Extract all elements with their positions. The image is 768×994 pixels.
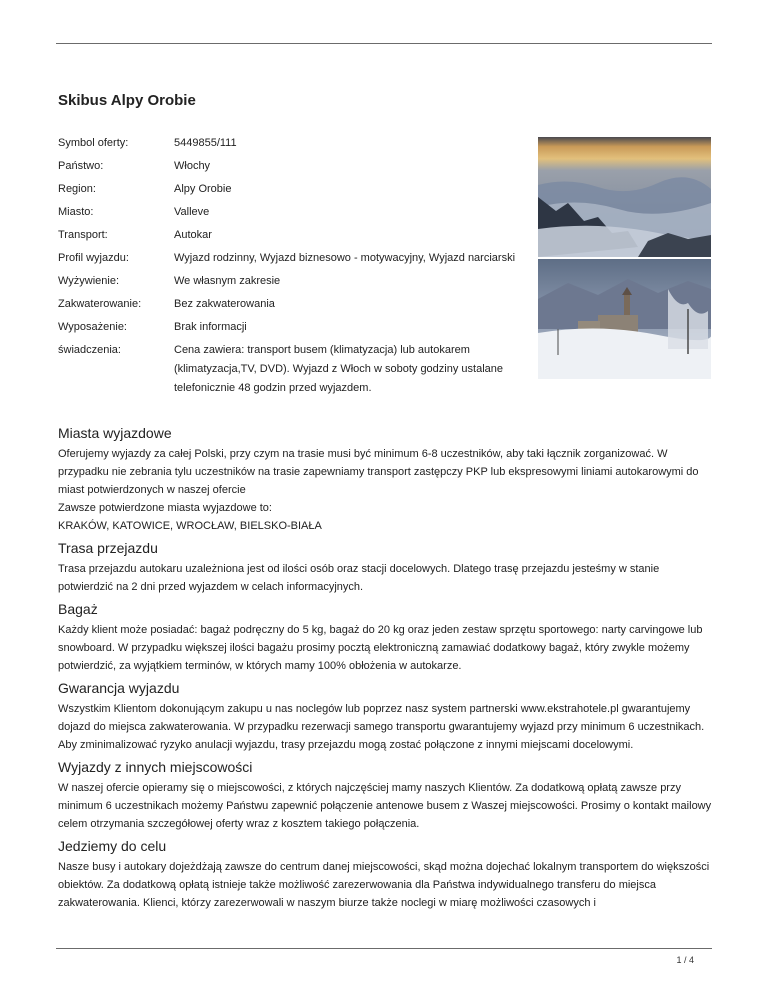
info-value: 5449855/111 bbox=[174, 137, 237, 149]
info-row bbox=[58, 341, 530, 398]
section-paragraph: W naszej ofercie opieramy się o miejscowości, z których najczęściej mamy naszych Klientów. Za dodatkową opłatą zawsze przy minimum 6 uczestnikach możemy Państwu zapewnić połączenie antenowe busem z Waszej miejscowości. Prosimy o kontakt mailowy celem otrzymania szczegółowej oferty wraz z kosztem takiego połączenia. bbox=[58, 782, 712, 830]
info-value: Valleve bbox=[174, 206, 210, 218]
info-value: Cena zawiera: transport busem (klimatyzacja) lub autokarem (klimatyzacja,TV, DVD). Wyjazd z Włoch w soboty godziny ustalane telefonicznie 48 godzin przed wyjazdem. bbox=[174, 344, 504, 394]
info-label: Państwo: bbox=[58, 160, 104, 172]
section bbox=[58, 679, 716, 754]
offer-details bbox=[58, 134, 530, 402]
info-label: Wyżywienie: bbox=[58, 275, 120, 287]
header-rule bbox=[56, 43, 712, 44]
info-row bbox=[58, 134, 530, 153]
section-paragraph: KRAKÓW, KATOWICE, WROCŁAW, BIELSKO-BIAŁA bbox=[58, 520, 322, 532]
info-value: Alpy Orobie bbox=[174, 183, 232, 195]
section bbox=[58, 758, 716, 833]
info-label: Zakwaterowanie: bbox=[58, 298, 142, 310]
section-paragraph: Wszystkim Klientom dokonującym zakupu u nas noclegów lub poprzez nasz system partnerski www.ekstrahotele.pl gwarantujemy dojazd do miejsca zakwaterowania. W przypadku rezerwacji samego transportu gwarantujemy wyjazd przy minimum 6 uczestnikach. Aby zminimalizować ryzyko anulacji wyjazdu, trasy przejazdu mogą zostać połączone z innymi miejscami docelowymi. bbox=[58, 703, 705, 751]
info-value: Autokar bbox=[174, 229, 212, 241]
section-heading: Gwarancja wyjazdu bbox=[58, 680, 180, 696]
section-heading: Bagaż bbox=[58, 601, 98, 617]
section-paragraph: Trasa przejazdu autokaru uzależniona jest od ilości osób oraz stacji docelowych. Dlatego trasę przejazdu jesteśmy w stanie potwierdzić na 2 dni przed wyjazdem w celach informacyjnych. bbox=[58, 563, 660, 593]
page-title: Skibus Alpy Orobie bbox=[58, 92, 196, 109]
info-row bbox=[58, 203, 530, 222]
info-row bbox=[58, 249, 530, 268]
section-paragraph: Oferujemy wyjazdy za całej Polski, przy czym na trasie musi być minimum 6-8 uczestników, aby taki łącznik zorganizować. W przypadku nie zebrania tylu uczestników na trasie zapewniamy transport zastępczy PKP lub ekspresowymi liniami autokarowymi do miast potwierdzonych w naszej ofercie bbox=[58, 448, 699, 496]
offer-sections bbox=[58, 424, 716, 916]
section-heading: Trasa przejazdu bbox=[58, 540, 158, 556]
section bbox=[58, 539, 716, 596]
info-row bbox=[58, 157, 530, 176]
section bbox=[58, 837, 716, 912]
section-heading: Wyjazdy z innych miejscowości bbox=[58, 759, 253, 775]
info-value: Włochy bbox=[174, 160, 211, 172]
mountain-fog-photo bbox=[538, 137, 711, 257]
section-paragraph: Nasze busy i autokary dojeżdżają zawsze do centrum danej miejscowości, skąd można dojechać lokalnym transportem do większości obiektów. Za dodatkową opłatą istnieje także możliwość zarezerwowania dla Państwa indywidualnego transferu do miejsca zakwaterowania. Klienci, którzy zarezerwowali w naszym biurze także noclegi w miarę możliwości czasowych i bbox=[58, 861, 710, 909]
section-paragraph: Każdy klient może posiadać: bagaż podręczny do 5 kg, bagaż do 20 kg oraz jeden zestaw sprzętu sportowego: narty carvingowe lub snowboard. W przypadku większej ilości bagażu prosimy pocztą elektroniczną zamawiać dodatkowy bagaż, który zwykle możemy potwierdzić, za wyjątkiem terminów, w których mamy 100% obłożenia w autokarze. bbox=[58, 624, 703, 672]
info-label: Wyposażenie: bbox=[58, 321, 127, 333]
info-label: Miasto: bbox=[58, 206, 94, 218]
section-heading: Jedziemy do celu bbox=[58, 838, 167, 854]
info-value: Wyjazd rodzinny, Wyjazd biznesowo - motywacyjny, Wyjazd narciarski bbox=[174, 252, 516, 264]
info-row bbox=[58, 295, 530, 314]
section bbox=[58, 424, 716, 535]
info-label: Transport: bbox=[58, 229, 108, 241]
section-heading: Miasta wyjazdowe bbox=[58, 425, 172, 441]
footer-rule bbox=[56, 948, 712, 949]
info-label: Profil wyjazdu: bbox=[58, 252, 129, 264]
info-row bbox=[58, 272, 530, 291]
info-label: Region: bbox=[58, 183, 96, 195]
info-label: Symbol oferty: bbox=[58, 137, 129, 149]
info-row bbox=[58, 318, 530, 337]
section-paragraph: Zawsze potwierdzone miasta wyjazdowe to: bbox=[58, 502, 272, 514]
info-row bbox=[58, 226, 530, 245]
section bbox=[58, 600, 716, 675]
info-row bbox=[58, 180, 530, 199]
info-value: Bez zakwaterowania bbox=[174, 298, 275, 310]
snowy-village-photo bbox=[538, 259, 711, 379]
page-number: 1 / 4 bbox=[676, 955, 694, 965]
info-value: We własnym zakresie bbox=[174, 275, 281, 287]
info-label: świadczenia: bbox=[58, 344, 121, 356]
info-value: Brak informacji bbox=[174, 321, 247, 333]
